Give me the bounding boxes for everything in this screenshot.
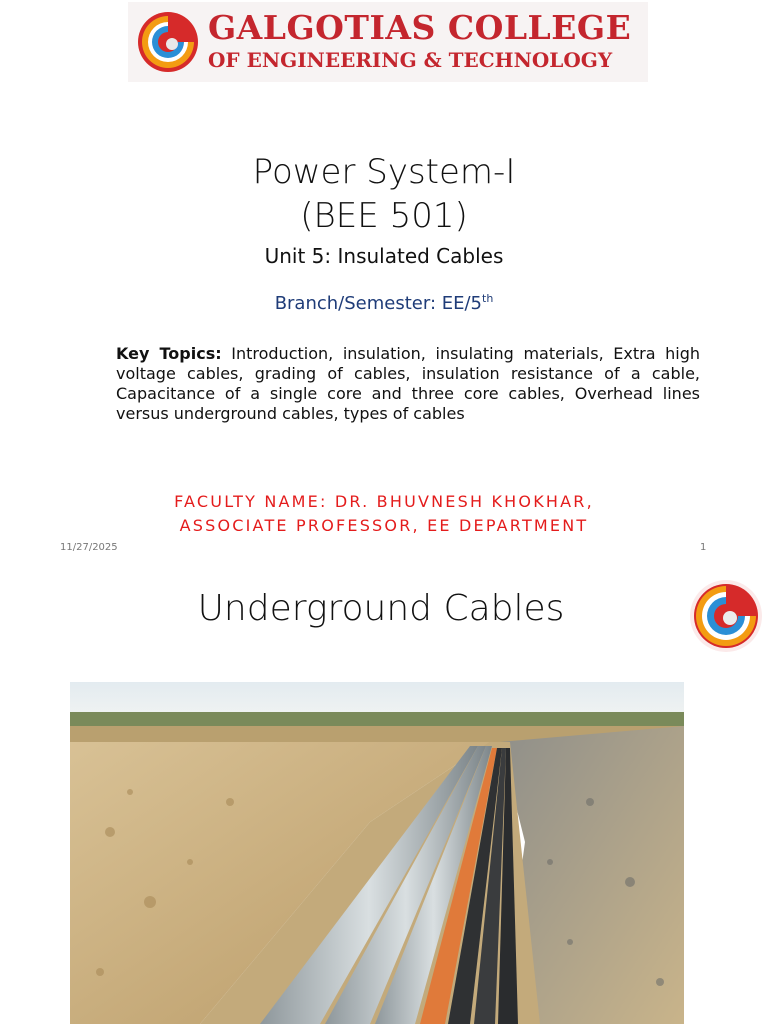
slide-number: 1 (700, 542, 707, 553)
faculty-designation: ASSOCIATE PROFESSOR, EE DEPARTMENT (179, 516, 589, 535)
key-topics-label: Key Topics: (116, 344, 222, 363)
college-logo-icon (136, 10, 200, 74)
underground-cable-trench-photo (70, 682, 684, 1024)
faculty-name: FACULTY NAME: DR. BHUVNESH KHOKHAR, (174, 492, 594, 511)
branch-superscript: th (482, 292, 494, 305)
key-topics (116, 344, 700, 424)
college-logo-icon (688, 578, 764, 654)
college-name: GALGOTIAS COLLEGE (208, 8, 632, 47)
branch-text: Branch/Semester: EE/5 (274, 293, 482, 314)
slide-title: Underground Cables (197, 588, 565, 629)
unit-title: Unit 5: Insulated Cables (264, 244, 504, 268)
college-banner (128, 2, 648, 82)
branch-semester (0, 292, 768, 314)
course-code: (BEE 501) (300, 196, 468, 236)
key-topics-text: Introduction, insulation, insulating materials, Extra high voltage cables, grading of cables, insulation resistance of a cable, Capacitance of a single core and three core cables, Overhead lines versus underground cables, types of cables (116, 344, 700, 423)
college-subtitle: OF ENGINEERING & TECHNOLOGY (208, 48, 613, 72)
underground-cables-slide (0, 564, 768, 1024)
course-title: Power System-I (252, 152, 516, 192)
footer-date: 11/27/2025 (60, 542, 118, 553)
